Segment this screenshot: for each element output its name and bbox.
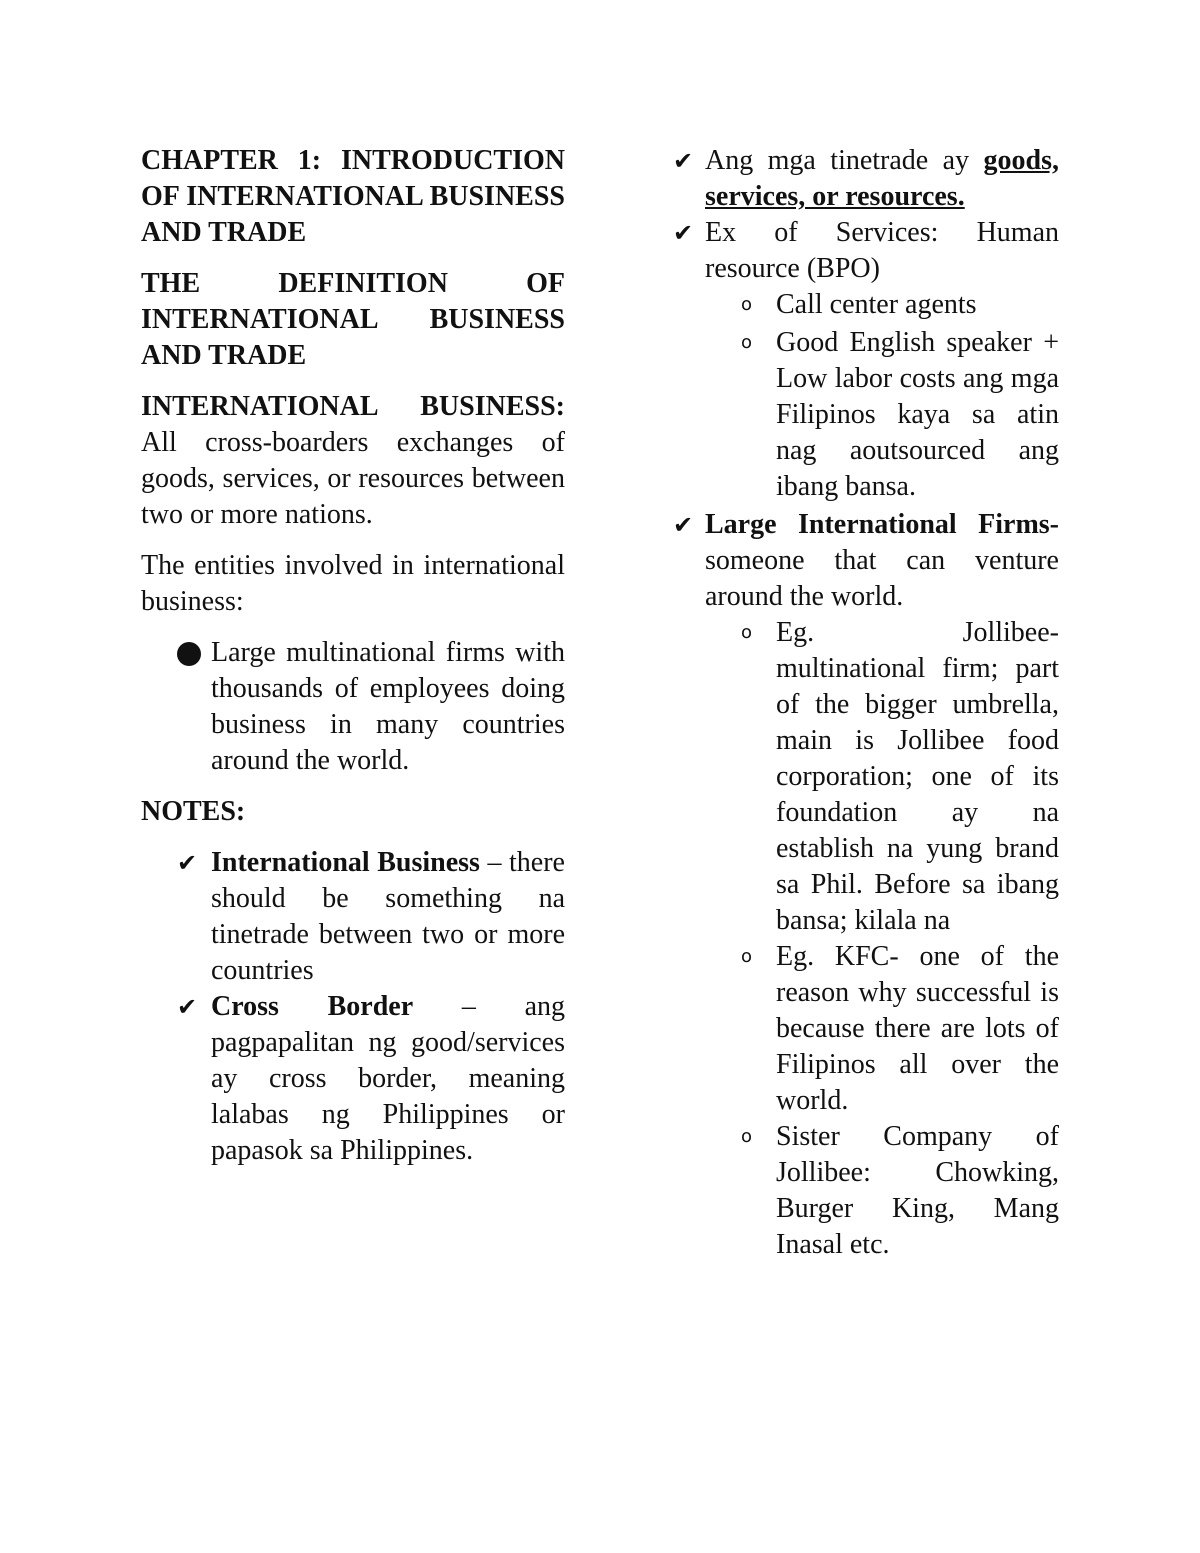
item3-sub2-text: Eg. KFC- one of the reason why successful is because there are lots of Filipinos all over the world. (776, 941, 1059, 1116)
note1-term: International Business (211, 847, 480, 878)
list-item-entities (141, 635, 565, 779)
list-item-large-firms (673, 507, 1059, 615)
list-item-traded (673, 143, 1059, 215)
check-mark-icon: ✔ (177, 993, 198, 1021)
list-item-note2 (141, 989, 565, 1169)
check-mark-icon: ✔ (673, 147, 694, 175)
item2-sub1-text: Call center agents (776, 289, 977, 320)
hollow-circle-bullet-icon: o (741, 622, 753, 643)
check-mark-icon: ✔ (177, 849, 198, 877)
hollow-circle-bullet-icon: o (741, 294, 753, 315)
sub-item-kfc (673, 939, 1059, 1119)
entities-intro: The entities involved in international business: (141, 550, 565, 617)
sub-item-call-center (673, 287, 1059, 323)
hollow-circle-bullet-icon: o (741, 946, 753, 967)
hollow-circle-bullet-icon: o (741, 332, 753, 353)
item2-sub2-text: Good English speaker + Low labor costs ang mga Filipinos kaya sa atin nag aoutsourced ang ibang bansa. (776, 327, 1059, 502)
ib-definition-text: All cross-boarders exchanges of goods, services, or resources between two or more nations. (141, 427, 565, 530)
item3-sub3-text: Sister Company of Jollibee: Chowking, Burger King, Mang Inasal etc. (776, 1121, 1059, 1260)
item2-text: Ex of Services: Human resource (BPO) (705, 217, 1059, 284)
chapter-title: CHAPTER 1: INTRODUCTION OF INTERNATIONAL BUSINESS AND TRADE (141, 145, 565, 248)
right-column (673, 143, 1059, 1263)
list-item-services (673, 215, 1059, 287)
item3-term: Large International Firms- (705, 509, 1059, 540)
notes-heading: NOTES: (141, 796, 246, 827)
check-mark-icon: ✔ (673, 511, 694, 539)
ib-term: INTERNATIONAL BUSINESS: (141, 391, 565, 422)
definition-heading: THE DEFINITION OF INTERNATIONAL BUSINESS AND TRADE (141, 268, 565, 371)
item3-sub1-text: Eg. Jollibee- multinational firm; part of the bigger umbrella, main is Jollibee food corporation; one of its foundation ay na establish na yung brand sa Phil. Before sa ibang bansa; kilala na (776, 617, 1059, 936)
hollow-circle-bullet-icon: o (741, 1126, 753, 1147)
filled-circle-bullet-icon (177, 642, 201, 666)
sub-item-english (673, 325, 1059, 505)
sub-item-sister-company (673, 1119, 1059, 1263)
note2-term: Cross Border (211, 991, 414, 1022)
check-mark-icon: ✔ (673, 219, 694, 247)
note1-text: – there should be something na tinetrade between two or more countries (211, 847, 565, 986)
item3-text: someone that can venture around the world. (705, 545, 1059, 612)
note2-text: – ang pagpapalitan ng good/services ay cross border, meaning lalabas ng Philippines or papasok sa Philippines. (211, 991, 565, 1166)
ib-definition (141, 389, 565, 533)
entities-item-text: Large multinational firms with thousands of employees doing business in many countries around the world. (211, 637, 565, 776)
item1-underlined: goods, services, or resources. (705, 145, 1059, 212)
item1-text: Ang mga tinetrade ay (705, 145, 984, 176)
left-column (141, 143, 565, 1169)
list-item-note1 (141, 845, 565, 989)
sub-item-jollibee (673, 615, 1059, 939)
